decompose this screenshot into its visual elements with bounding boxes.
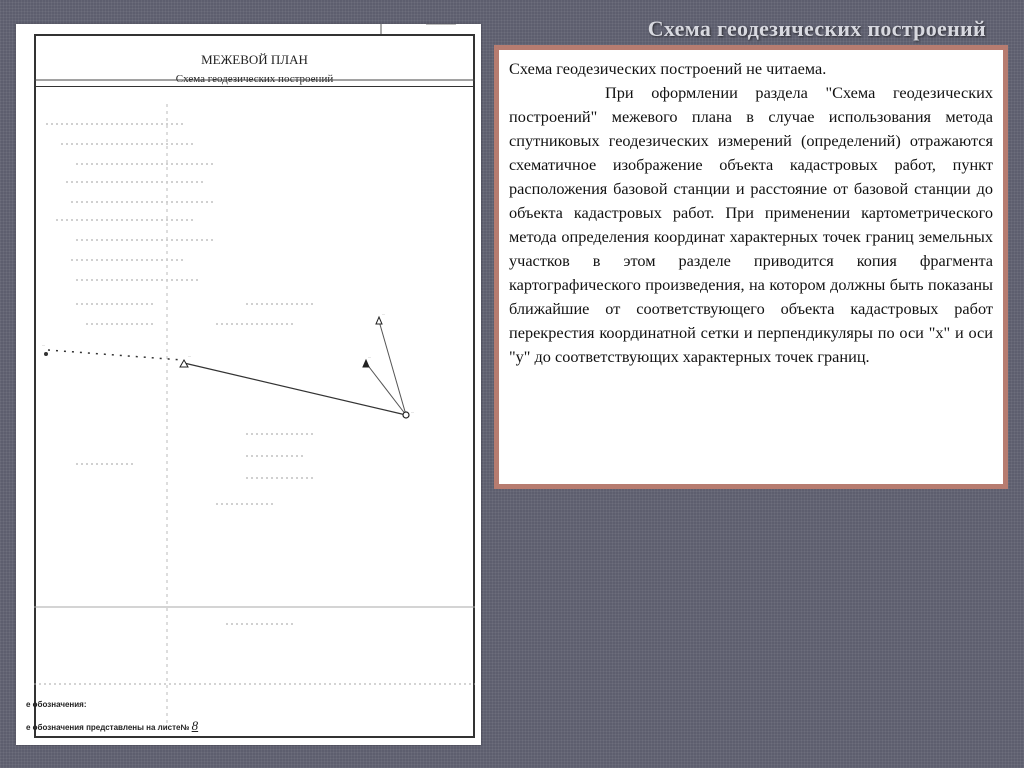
text-paragraph-1: Схема геодезических построений не читаема. xyxy=(509,59,827,78)
document-heading: МЕЖЕВОЙ ПЛАН xyxy=(201,52,308,67)
legend-caption: е обозначения: xyxy=(26,700,87,709)
scanned-document-image xyxy=(16,24,481,745)
text-paragraph-2: При оформлении раздела "Схема геодезических построений" межевого плана в случае использования метода спутниковых геодезических измерений (определений) отражаются схематичное изображение объекта кадастровых работ, пункт расположения базовой станции и расстояние от базовой станции до объекта кадастровых работ. При применении картометрического метода определения координат характерных точек границ земельных участков в этом разделе приводится копия фрагмента картографического произведения, на котором должны быть показаны ближайшие от соответствующего объекта кадастровых работ перекрестия координатной сетки и перпендикуляры по оси "x" и оси "у" до соответствующих характерных точек границ. xyxy=(509,83,993,366)
slide-title: Схема геодезических построений xyxy=(647,16,986,41)
explanation-text-box xyxy=(494,45,1008,489)
geodetic-scheme-drawing xyxy=(16,24,481,745)
document-subheading: Схема геодезических построений xyxy=(175,73,334,85)
legend-sheet-reference xyxy=(26,718,198,734)
svg-text:...: ... xyxy=(382,311,386,316)
legend-sheet-number: 8 xyxy=(191,718,199,733)
legend-sheet-text: е обозначения представлены на листе№ xyxy=(26,723,190,732)
svg-text:...: ... xyxy=(368,354,372,359)
svg-text:...: ... xyxy=(42,342,46,347)
svg-text:...: ... xyxy=(188,353,192,358)
svg-text:...: ... xyxy=(411,409,415,414)
